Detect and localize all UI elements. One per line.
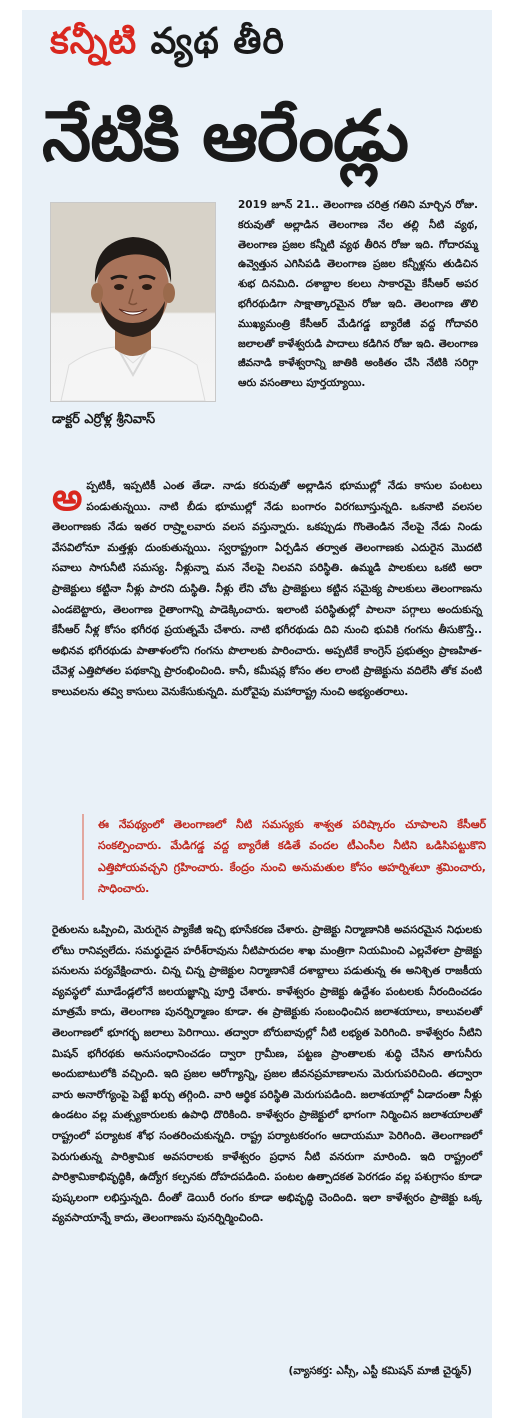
headline-highlight: కన్నీటి	[50, 21, 138, 62]
author-photo	[50, 202, 216, 402]
headline-line-1-rest: వ్యథ తీరి	[137, 21, 285, 62]
headline-line-1	[50, 16, 285, 68]
body-section-2-text: రైతులను ఒప్పించి, మెరుగైన ప్యాకేజీ ఇచ్చి భూసేకరణ చేశారు. ప్రాజెక్టు నిర్మాణానికి అవసరమైన నిధులకు లోటు రానివ్వలేదు. సమర్థుడైన హరీశ్‌రావును నీటిపారుదల శాఖ మంత్రిగా నియమించి ఎల్లవేళలా ప్రాజెక్టు పనులను పర్యవేక్షించారు. చిన్న చిన్న ప్రాజెక్టుల నిర్మాణానికే దశాబ్దాలు పడుతున్న ఈ అనిశ్చిత రాజకీయ వ్యవస్థలో మూడేండ్లలోనే జలయజ్ఞాన్ని పూర్తి చేశారు. కాళేశ్వరం ప్రాజెక్టు ఉద్దేశం పంటలకు నీరందించడం మాత్రమే కాదు, తెలంగాణ పునర్నిర్మాణం కూడా. ఈ ప్రాజెక్టుకు సంబంధించిన జలాశయాలు, కాలువలతో తెలంగాణలో భూగర్భ జలాలు పెరిగాయి. తద్వారా బోరుబావుల్లో నీటి లభ్యత పెరిగింది. కాళేశ్వరం నీటిని మిషన్ భగీరథకు అనుసంధానించడం ద్వారా గ్రామీణ, పట్టణ ప్రాంతాలకు శుద్ధి చేసిన తాగునీరు అందుబాటులోకి వచ్చింది. ఇది ప్రజల ఆరోగ్యాన్ని, ప్రజల జీవనప్రమాణాలను మెరుగుపరిచింది. తద్వారా వారు అనారోగ్యంపై పెట్టే ఖర్చు తగ్గింది. వారి ఆర్థిక పరిస్థితి మెరుగుపడింది. జలాశయాల్లో ఏడాదంతా నీళ్లు ఉండటం వల్ల మత్స్యకారులకు ఉపాధి దొరికింది. కాళేశ్వరం ప్రాజెక్టులో భాగంగా నిర్మించిన జలాశయాలతో రాష్ట్రంలో పర్యాటక శోభ సంతరించుకున్నది. రాష్ట్ర పర్యాటకరంగం ఆదాయమూ పెరిగింది. తెలంగాణలో పెరుగుతున్న పారిశ్రామిక అవసరాలకు కాళేశ్వరం ప్రధాన నీటి వనరుగా మారింది. ఇది రాష్ట్రంలో పారిశ్రామికాభివృద్ధికి, ఉద్యోగ కల్పనకు దోహదపడింది. పంటల ఉత్పాదకత పెరగడం వల్ల పశుగ్రాసం కూడా పుష్కలంగా లభిస్తున్నది. దీంతో డెయిరీ రంగం కూడా అభివృద్ధి చెందింది. ఇలా కాళేశ్వరం ప్రాజెక్టు ఒక్క వ్యవసాయాన్నే కాదు, తెలంగాణను పునర్నిర్మించింది.	[52, 924, 482, 1225]
body-section-1	[52, 476, 482, 703]
drop-cap: అ	[52, 474, 83, 519]
pull-quote-text: ఈ నేపథ్యంలో తెలంగాణలో నీటి సమస్యకు శాశ్వత పరిష్కారం చూపాలని కేసీఆర్ సంకల్పించారు. మేడిగడ్డ వద్ద బ్యారేజీ కడితే వందల టీఎంసీల నీటిని ఒడిసిపట్టుకొని ఎత్తిపోయవచ్చని గ్రహించారు. కేంద్రం నుంచి అనుమతుల కోసం అహర్నిశలూ శ్రమించారు, సాధించారు.	[98, 818, 486, 896]
author-byline: డాక్టర్ ఎర్రోళ్ల శ్రీనివాస్	[52, 412, 156, 427]
headline-line-2: నేటికి ఆరేండ్లు	[42, 95, 408, 177]
portrait-illustration	[51, 203, 215, 401]
body-section-2	[52, 920, 482, 1229]
author-note: (వ్యాసకర్త: ఎస్సీ, ఎస్టీ కమిషన్ మాజీ చైర్మన్)	[288, 1365, 472, 1377]
article-page	[22, 10, 492, 1418]
body-section-1-text: ప్పటికీ, ఇప్పటికీ ఎంత తేడా. నాడు కరువుతో అల్లాడిన భూముల్లో నేడు కాసుల పంటలు పండుతున్నయి. నాటి బీడు భూముల్లో నేడు బంగారం విరగబూస్తున్నది. ఒకనాటి వలసల తెలంగాణకు నేడు ఇతర రాష్ర్టాలవారు వలస వస్తున్నారు. ఒకప్పుడు గొంతెండిన నేలపై నేడు నిండు వేసవిలోనూ మత్తళ్లు దుంకుతున్నయి. స్వరాష్ట్రంగా ఏర్పడిన తర్వాత తెలంగాణకు ఎదురైన మొదటి సవాలు సాగునీటి సమస్య. నీళ్లున్నా మన నేలపై నిలవని పరిస్థితి. ఉమ్మడి పాలకులు ఒకటి అరా ప్రాజెక్టులు కట్టినా నీళ్లు పారని దుస్థితి. నీళ్లు లేని చోట ప్రాజెక్టులు కట్టిన సమైక్య పాలకులు తెలంగాణను ఎండబెట్టారు, తెలంగాణ రైతాంగాన్ని పాడెక్కించారు. ఇలాంటి పరిస్థితుల్లో పాలనా పగ్గాలు అందుకున్న కేసీఆర్ నీళ్ల కోసం భగీరథ ప్రయత్నమే చేశారు. నాటి భగీరథుడు దివి నుంచి భువికి గంగను తీసుకొస్తే.. అభినవ భగీరథుడు పాతాళంలోని గంగను పొలాలకు పారించారు. అప్పటికే కాంగ్రెస్ ప్రభుత్వం ప్రాణహిత-చేవెళ్ల ఎత్తిపోతల పథకాన్ని ప్రారంభించింది. కానీ, కమీషన్ల కోసం తల లాంటి ప్రాజెక్టును వదిలేసి తోక వంటి కాలువలను తవ్వి కాసులు వెనుకేసుకున్నది. మరోవైపు మహారాష్ట్ర నుంచి అభ్యంతరాలు.	[52, 480, 482, 698]
intro-text: 2019 జూన్ 21.. తెలంగాణ చరిత్ర గతిని మార్చిన రోజు. కరువుతో అల్లాడిన తెలంగాణ నేల తల్లి నీటి వ్యథ, తెలంగాణ ప్రజల కన్నీటి వ్యథ తీరిన రోజు ఇది. గోదారమ్మ ఉవ్వెత్తున ఎగిసిపడి తెలంగాణ ప్రజల కన్నీళ్లను తుడిచిన శుభ దినమిది. దశాబ్దాల కలలు సాకారమై కేసీఆర్ అపర భగీరథుడిగా సాక్షాత్కారమైన రోజు ఇది. తెలంగాణ తొలి ముఖ్యమంత్రి కేసీఆర్ మేడిగడ్డ బ్యారేజీ వద్ద గోదావరి జలాలతో కాళేశ్వరుడి పాదాలు కడిగిన రోజు ఇది. తెలంగాణ జీవనాడి కాళేశ్వరాన్ని జాతికి అంకితం చేసి నేటికి సరిగ్గా ఆరు వసంతాలు పూర్తయ్యాయి.	[238, 199, 478, 390]
pull-quote	[82, 814, 486, 900]
intro-paragraph	[238, 196, 478, 394]
